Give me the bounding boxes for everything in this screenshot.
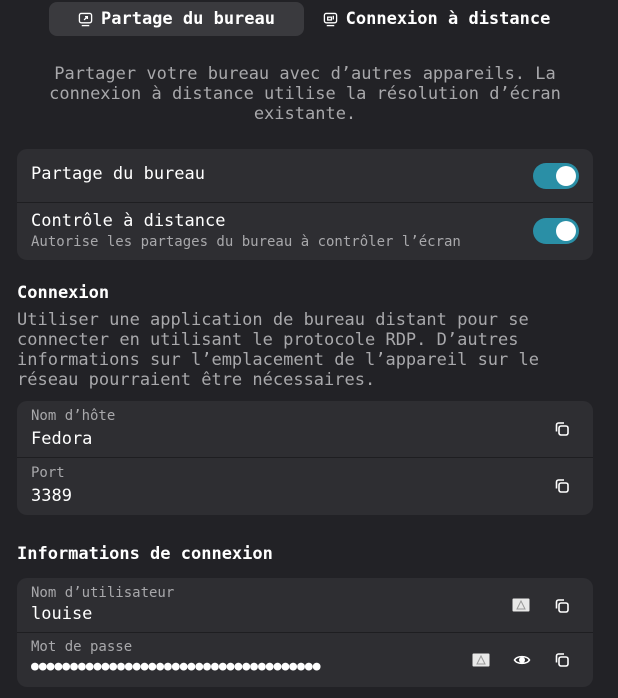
copy-password-button[interactable] — [548, 646, 576, 674]
password-row — [17, 633, 593, 687]
copy-hostname-button[interactable] — [548, 415, 576, 443]
desktop-sharing-toggle[interactable] — [533, 163, 579, 189]
port-value: 3389 — [31, 486, 72, 506]
username-value: louise — [31, 604, 93, 624]
caps-lock-warning-icon — [472, 653, 490, 667]
tab-bar — [49, 2, 618, 36]
hostname-value: Fedora — [31, 429, 93, 449]
password-label: Mot de passe — [31, 639, 133, 655]
login-card — [17, 578, 593, 687]
login-section-title: Informations de connexion — [17, 544, 273, 564]
tab-label: Partage du bureau — [101, 9, 275, 29]
sharing-card — [17, 149, 593, 260]
tab-desktop-sharing[interactable] — [49, 2, 304, 36]
remote-desktop-icon — [323, 12, 338, 27]
connection-section-description: Utiliser une application de bureau distant pour se connecter en utilisant le protocole RDP. D’autres informations sur l’emplacement de l’appareil sur le réseau pourraient être nécessaires. — [17, 310, 539, 390]
copy-icon — [553, 477, 571, 495]
toggle-knob — [556, 221, 576, 241]
connection-card — [17, 401, 593, 515]
copy-icon — [553, 651, 571, 669]
page-description: Partager votre bureau avec d’autres appareils. La connexion à distance utilise la résolution d’écran existante. — [49, 64, 561, 124]
username-row — [17, 578, 593, 633]
remote-control-label: Contrôle à distance — [31, 211, 226, 231]
eye-icon — [513, 651, 531, 669]
copy-port-button[interactable] — [548, 472, 576, 500]
copy-username-button[interactable] — [548, 592, 576, 620]
username-label: Nom d’utilisateur — [31, 585, 175, 601]
tab-remote-connection[interactable] — [304, 2, 569, 36]
connection-section-title: Connexion — [17, 283, 110, 303]
copy-icon — [553, 420, 571, 438]
hostname-row — [17, 401, 593, 458]
port-row — [17, 458, 593, 515]
copy-icon — [553, 597, 571, 615]
hostname-label: Nom d’hôte — [31, 408, 116, 424]
remote-control-row — [17, 203, 593, 260]
caps-lock-warning-icon — [512, 598, 530, 612]
screen-share-icon — [78, 12, 93, 27]
desktop-sharing-label: Partage du bureau — [31, 164, 205, 184]
desktop-sharing-row — [17, 149, 593, 203]
remote-control-subtitle: Autorise les partages du bureau à contrôler l’écran — [31, 234, 461, 250]
toggle-knob — [556, 166, 576, 186]
password-value: ●●●●●●●●●●●●●●●●●●●●●●●●●●●●●●●●●●●●● — [31, 659, 321, 674]
port-label: Port — [31, 465, 65, 481]
remote-control-toggle[interactable] — [533, 218, 579, 244]
tab-label: Connexion à distance — [345, 9, 551, 29]
show-password-button[interactable] — [508, 646, 536, 674]
